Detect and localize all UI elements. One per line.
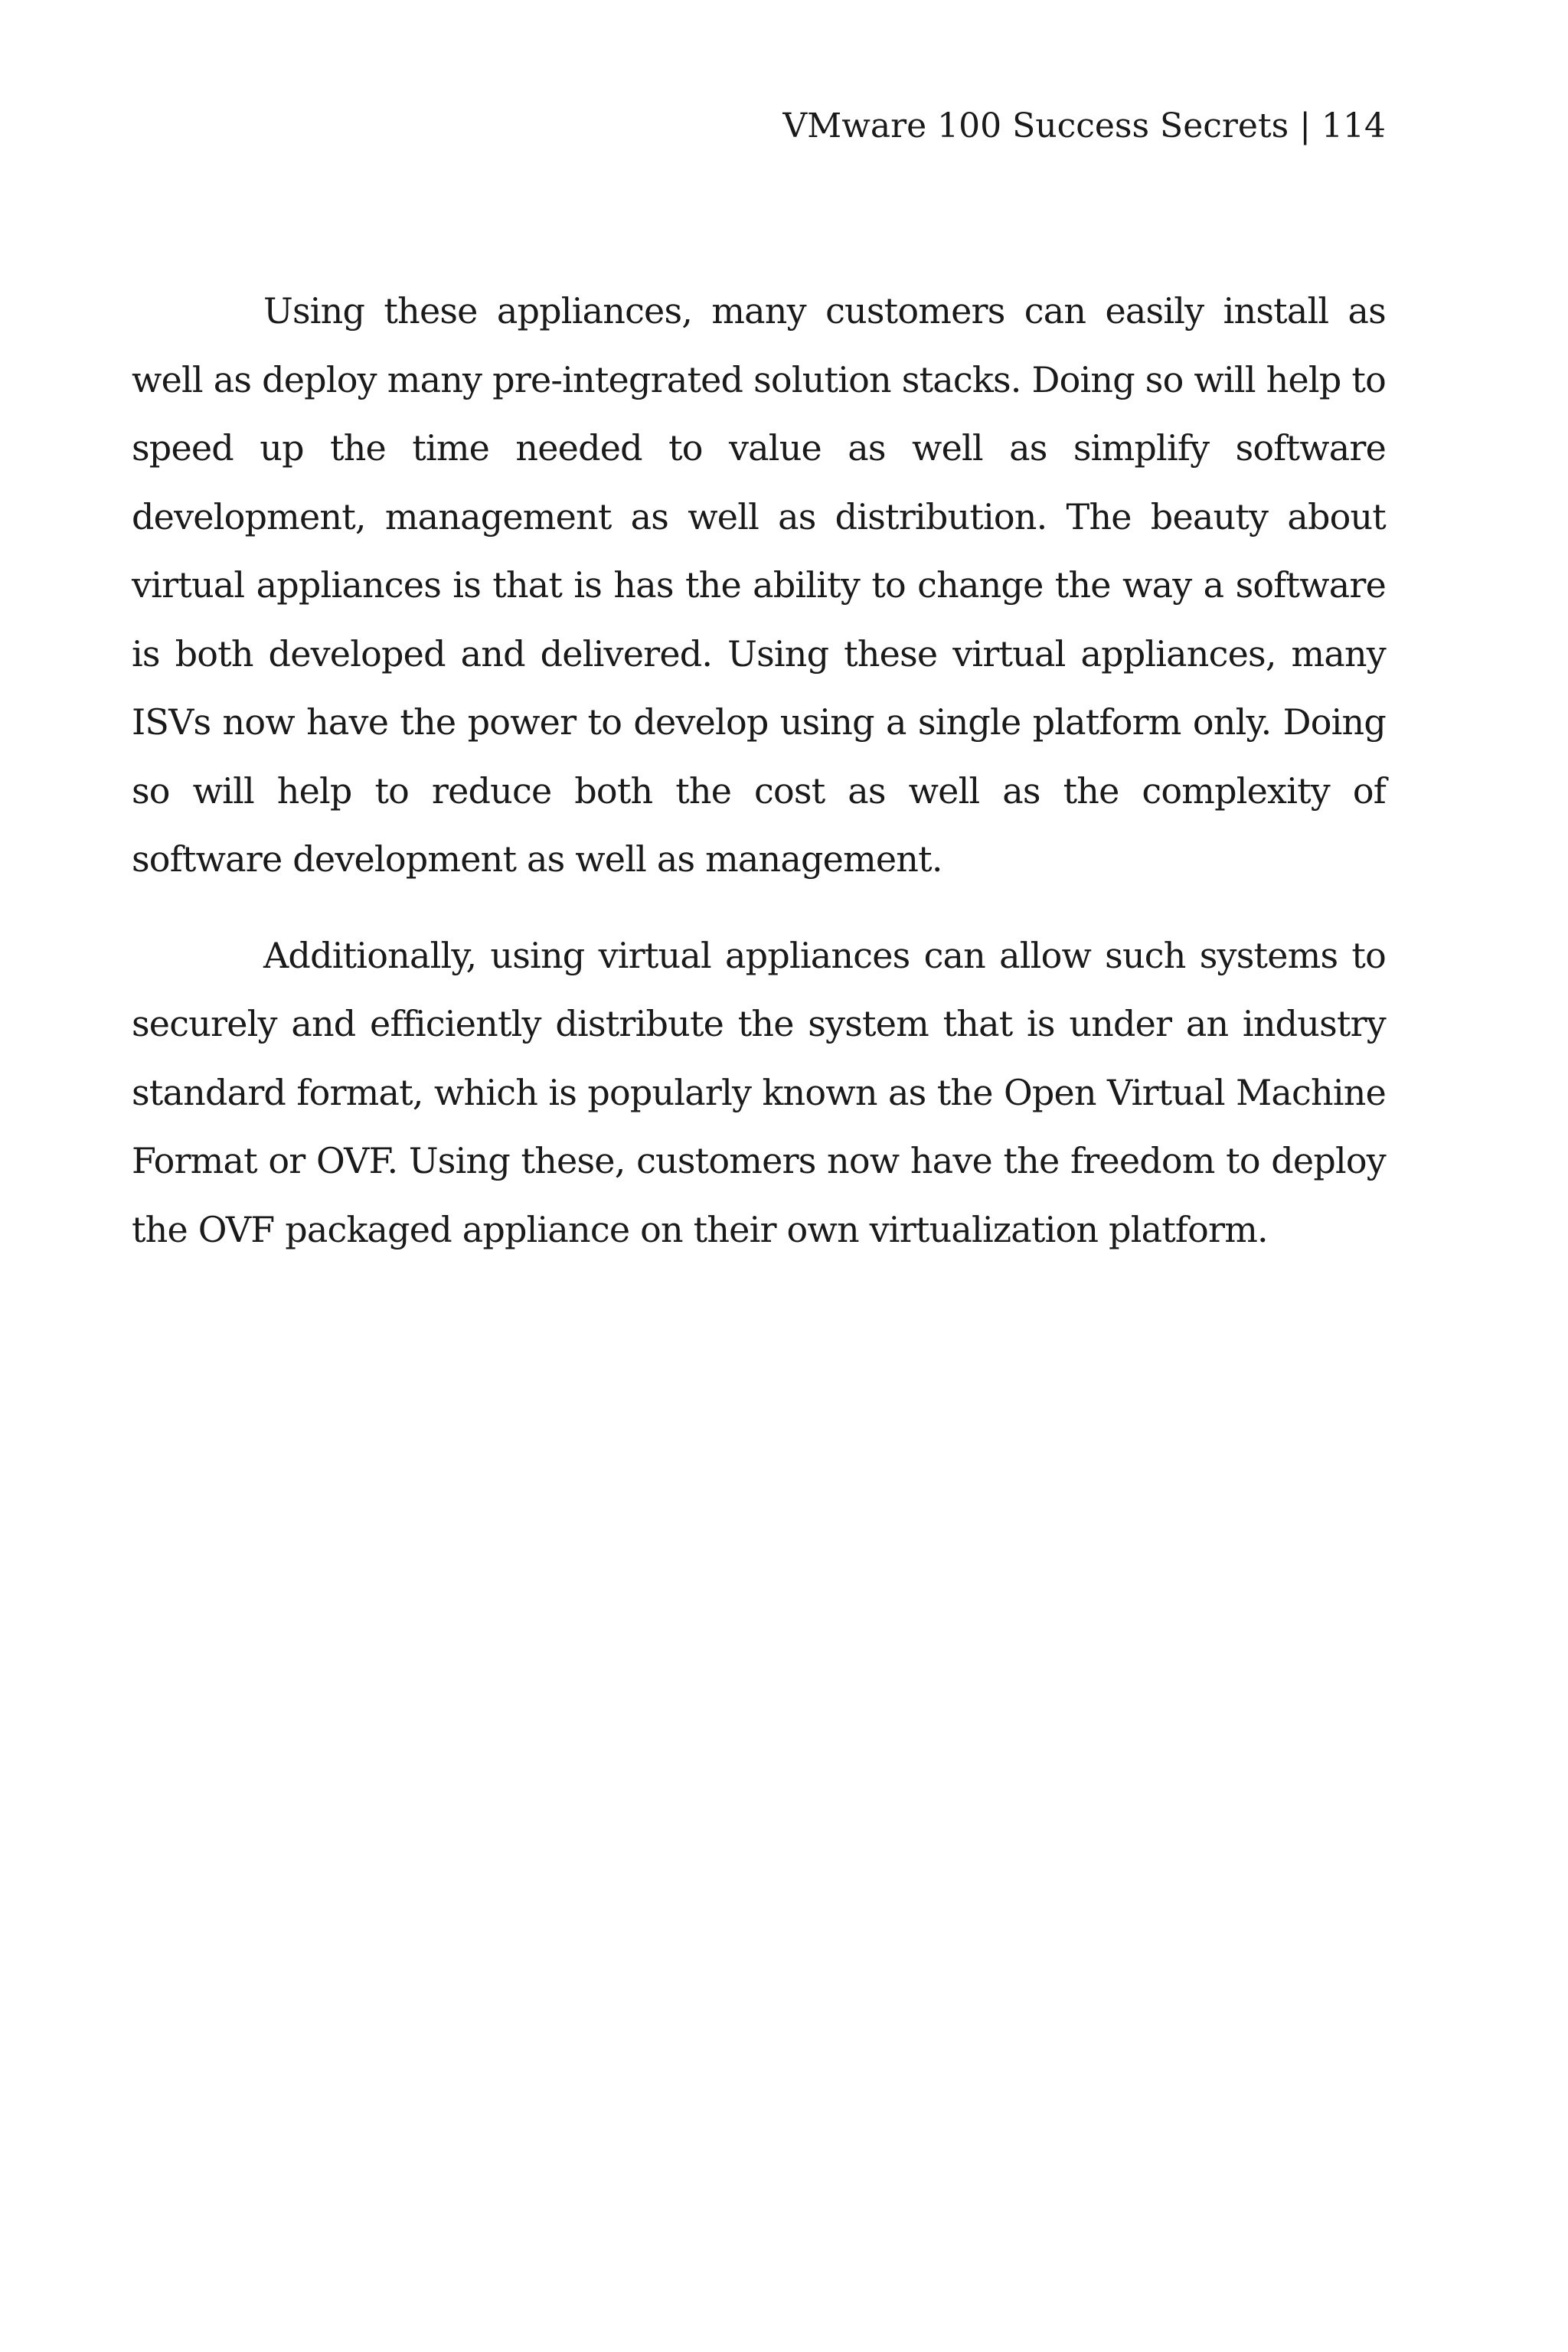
- running-header: VMware 100 Success Secrets | 114: [782, 106, 1386, 145]
- body-text: [132, 277, 1386, 1264]
- paragraph-2: Additionally, using virtual appliances can allow such systems to securely and efficiently distribute the system that is under an industry standard format, which is popularly known as the Open Virtual Machine Format or OVF. Using these, customers now have the freedom to deploy the OVF packaged appliance on their own virtualization platform.: [132, 934, 1386, 1250]
- paragraph-1: Using these appliances, many customers can easily install as well as deploy many pre-integrated solution stacks. Doing so will help to speed up the time needed to value as well as simplify software development, management as well as distribution. The beauty about virtual appliances is that is has the ability to change the way a software is both developed and delivered. Using these virtual appliances, many ISVs now have the power to develop using a single platform only. Doing so will help to reduce both the cost as well as the complexity of software development as well as management.: [132, 290, 1386, 880]
